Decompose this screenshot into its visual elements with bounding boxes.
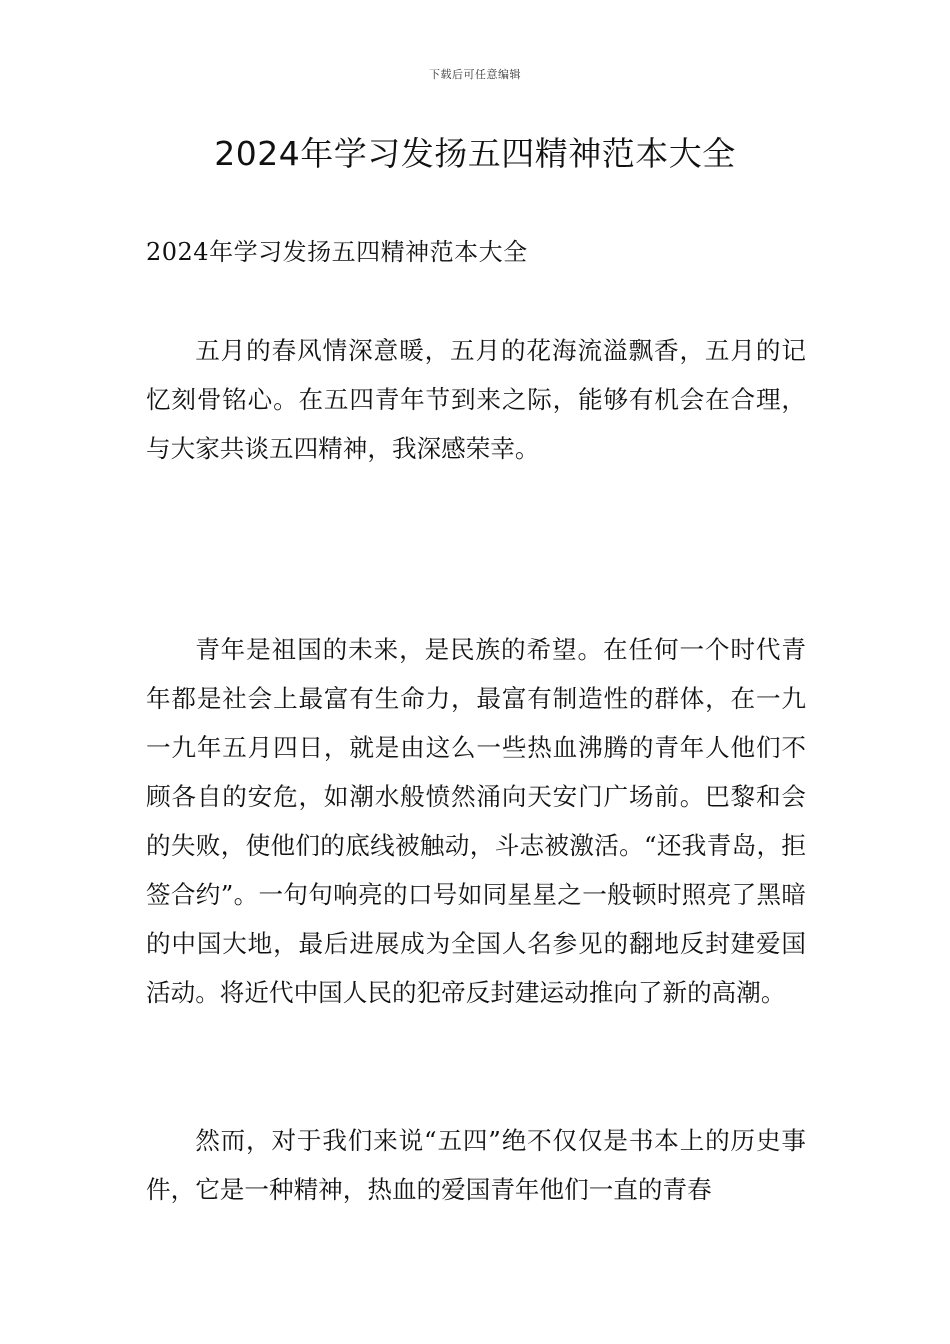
document-title: 2024年学习发扬五四精神范本大全 — [214, 134, 736, 173]
paragraph-history: 青年是祖国的未来，是民族的希望。在任何一个时代青年都是社会上最富有生命力，最富有制造性的群体，在一九一九年五月四日，就是由这么一些热血沸腾的青年人他们不顾各自的安危，如潮水般愤然涌向天安门广场前。巴黎和会的失败，使他们的底线被触动，斗志被激活。“还我青岛，拒签合约”。一句句响亮的口号如同星星之一般顿时照亮了黑暗的中国大地，最后进展成为全国人名参见的翻地反封建爱国活动。将近代中国人民的犯帝反封建运动推向了新的高潮。 — [146, 635, 806, 1007]
document-subtitle: 2024年学习发扬五四精神范本大全 — [146, 238, 528, 266]
paragraph-spirit: 然而，对于我们来说“五四”绝不仅仅是书本上的历史事件，它是一种精神，热血的爱国青年他们一直的青春 — [146, 1126, 806, 1204]
paragraph-intro: 五月的春风情深意暖，五月的花海流溢飘香，五月的记忆刻骨铭心。在五四青年节到来之际，能够有机会在合理，与大家共谈五四精神，我深感荣幸。 — [146, 336, 806, 463]
header-note: 下载后可任意编辑 — [429, 68, 521, 81]
